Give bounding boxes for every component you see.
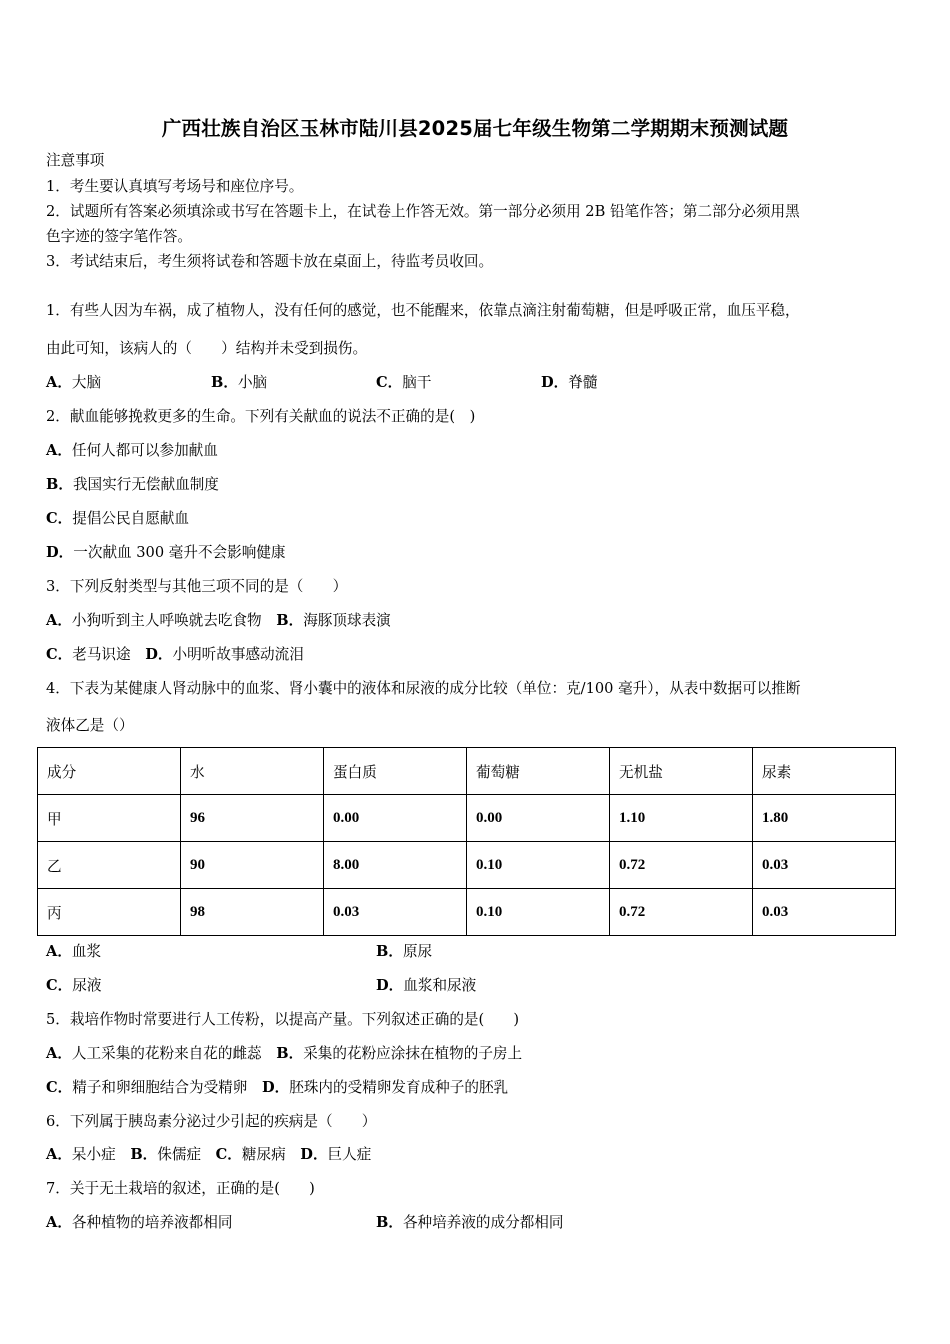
table-header-cell: 葡萄糖 — [467, 748, 610, 795]
table-cell: 1.80 — [753, 795, 896, 842]
q2-option-c: C．提倡公民自愿献血 — [46, 510, 189, 527]
notice-item: 1．考生要认真填写考场号和座位序号。 — [46, 178, 304, 195]
q1-option-b: B．小脑 — [211, 374, 268, 391]
q4-stem: 4．下表为某健康人肾动脉中的血浆、肾小囊中的液体和尿液的成分比较（单位：克/100 毫升），从表中数据可以推断 — [46, 680, 801, 697]
q1-stem-cont: 由此可知，该病人的（ ）结构并未受到损伤。 — [46, 340, 368, 357]
q3-options-ab: A．小狗听到主人呼唤就去吃食物 B．海豚顶球表演 — [46, 612, 391, 629]
q6-options: A．呆小症 B．侏儒症 C．糖尿病 D．巨人症 — [46, 1146, 372, 1163]
table-header-cell: 蛋白质 — [324, 748, 467, 795]
table-cell: 96 — [181, 795, 324, 842]
q7-option-b: B．各种培养液的成分都相同 — [376, 1214, 564, 1231]
table-row — [38, 795, 896, 842]
table-cell: 90 — [181, 842, 324, 889]
table-header-cell: 水 — [181, 748, 324, 795]
q4-option-c: C．尿液 — [46, 977, 102, 994]
q2-option-d: D．一次献血 300 毫升不会影响健康 — [46, 544, 286, 561]
table-cell: 98 — [181, 889, 324, 936]
table-cell: 0.10 — [467, 842, 610, 889]
table-cell: 1.10 — [610, 795, 753, 842]
q4-option-d: D．血浆和尿液 — [376, 977, 477, 994]
table-cell: 0.03 — [324, 889, 467, 936]
q1-option-c: C．脑干 — [376, 374, 432, 391]
table-cell: 0.00 — [324, 795, 467, 842]
table-cell: 8.00 — [324, 842, 467, 889]
q7-stem: 7．关于无土栽培的叙述，正确的是( ) — [46, 1180, 315, 1197]
table-header-cell: 无机盐 — [610, 748, 753, 795]
q1-option-a: A．大脑 — [46, 374, 102, 391]
q1-stem: 1．有些人因为车祸，成了植物人，没有任何的感觉，也不能醒来，依靠点滴注射葡萄糖，但是呼吸正常，血压平稳， — [46, 302, 800, 319]
q1-option-d: D．脊髓 — [541, 374, 598, 391]
table-cell: 0.72 — [610, 889, 753, 936]
table-header-row — [38, 748, 896, 795]
table-cell: 乙 — [38, 842, 181, 889]
table-cell: 0.03 — [753, 842, 896, 889]
q2-stem: 2．献血能够挽救更多的生命。下列有关献血的说法不正确的是( ) — [46, 408, 476, 425]
q5-options-cd: C．精子和卵细胞结合为受精卵 D．胚珠内的受精卵发育成种子的胚乳 — [46, 1079, 509, 1096]
q5-options-ab: A．人工采集的花粉来自花的雌蕊 B．采集的花粉应涂抹在植物的子房上 — [46, 1045, 523, 1062]
q3-options-cd: C．老马识途 D．小明听故事感动流泪 — [46, 646, 304, 663]
table-header-cell: 尿素 — [753, 748, 896, 795]
q5-stem: 5．栽培作物时常要进行人工传粉，以提高产量。下列叙述正确的是( ) — [46, 1011, 520, 1028]
notice-item: 色字迹的签字笔作答。 — [46, 228, 192, 245]
q7-option-a: A．各种植物的培养液都相同 — [46, 1214, 233, 1231]
q4-option-a: A．血浆 — [46, 943, 102, 960]
table-cell: 0.03 — [753, 889, 896, 936]
q4-stem-cont: 液体乙是（） — [46, 717, 134, 734]
q2-option-a: A．任何人都可以参加献血 — [46, 442, 218, 459]
composition-table — [37, 747, 896, 936]
notice-item: 2．试题所有答案必须填涂或书写在答题卡上，在试卷上作答无效。第一部分必须用 2B 铅笔作答；第二部分必须用黑 — [46, 203, 800, 220]
table-cell: 0.00 — [467, 795, 610, 842]
notice-item: 3．考试结束后，考生须将试卷和答题卡放在桌面上，待监考员收回。 — [46, 253, 494, 270]
table-row — [38, 842, 896, 889]
q4-option-b: B．原尿 — [376, 943, 433, 960]
table-cell: 0.72 — [610, 842, 753, 889]
table-cell: 丙 — [38, 889, 181, 936]
q2-option-b: B．我国实行无偿献血制度 — [46, 476, 219, 493]
q3-stem: 3．下列反射类型与其他三项不同的是（ ） — [46, 578, 348, 595]
table-row — [38, 889, 896, 936]
q6-stem: 6．下列属于胰岛素分泌过少引起的疾病是（ ） — [46, 1113, 377, 1130]
table-header-cell: 成分 — [38, 748, 181, 795]
table-cell: 甲 — [38, 795, 181, 842]
notice-heading: 注意事项 — [46, 152, 105, 169]
table-cell: 0.10 — [467, 889, 610, 936]
page-title: 广西壮族自治区玉林市陆川县2025届七年级生物第二学期期末预测试题 — [161, 117, 789, 140]
